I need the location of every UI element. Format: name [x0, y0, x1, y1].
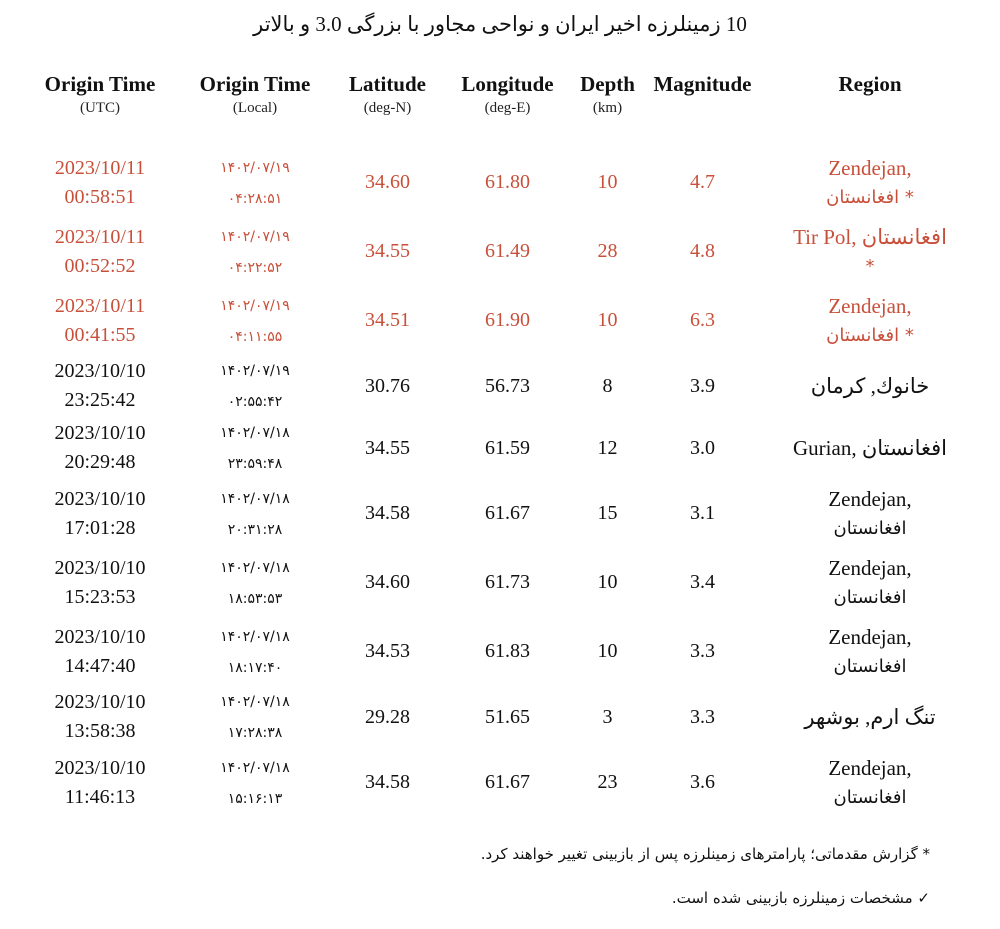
header-latitude: Latitude (deg-N) — [348, 72, 426, 116]
longitude-cell: 61.67 — [485, 502, 530, 524]
table-row — [20, 217, 980, 286]
header-origin-time-local: Origin Time (Local) — [199, 72, 311, 116]
region-cell: Zendejan, افغانستان — [828, 486, 912, 539]
magnitude-cell: 3.3 — [690, 640, 715, 662]
latitude-cell: 29.28 — [365, 705, 410, 728]
depth-cell: 8 — [602, 374, 613, 397]
longitude-cell: 56.73 — [485, 374, 530, 397]
depth-cell: 10 — [597, 571, 618, 593]
table-row — [20, 286, 980, 355]
depth-cell: 3 — [602, 705, 613, 728]
latitude-cell: 34.55 — [365, 436, 410, 459]
magnitude-cell: 3.9 — [690, 374, 715, 397]
table-row — [20, 355, 980, 417]
depth-cell: 10 — [597, 309, 618, 331]
table-row — [20, 148, 980, 217]
longitude-cell: 61.80 — [485, 171, 530, 193]
magnitude-cell: 6.3 — [690, 309, 715, 331]
local-time-cell: ۱۴۰۲/۰۷/۱۹ ۰۴:۲۸:۵۱ — [220, 159, 290, 207]
table-row — [20, 548, 980, 617]
latitude-cell: 34.60 — [365, 571, 410, 593]
table-header-row — [20, 72, 980, 148]
utc-time-cell: 2023/10/11 00:52:52 — [54, 225, 146, 277]
longitude-cell: 61.49 — [485, 240, 530, 262]
magnitude-cell: 3.3 — [690, 705, 715, 728]
depth-cell: 12 — [597, 436, 618, 459]
longitude-cell: 61.67 — [485, 771, 530, 793]
depth-cell: 28 — [597, 240, 618, 262]
region-cell: Gurian, افغانستان — [793, 435, 947, 460]
latitude-cell: 34.60 — [365, 171, 410, 193]
page-title: 10 زمینلرزه اخیر ایران و نواحی مجاور با بزرگی 3.0 و بالاتر — [253, 12, 747, 36]
region-cell: Zendejan, افغانستان — [828, 624, 912, 677]
local-time-cell: ۱۴۰۲/۰۷/۱۹ ۰۴:۱۱:۵۵ — [220, 297, 290, 345]
header-depth: Depth (km) — [580, 72, 635, 116]
local-time-cell: ۱۴۰۲/۰۷/۱۹ ۰۲:۵۵:۴۲ — [220, 363, 290, 410]
latitude-cell: 34.51 — [365, 309, 410, 331]
header-region: Region — [838, 72, 902, 96]
latitude-cell: 34.58 — [365, 771, 410, 793]
local-time-cell: ۱۴۰۲/۰۷/۱۸ ۱۸:۵۳:۵۳ — [220, 559, 290, 607]
depth-cell: 10 — [597, 640, 618, 662]
utc-time-cell: 2023/10/10 15:23:53 — [54, 556, 146, 608]
utc-time-cell: 2023/10/10 23:25:42 — [54, 360, 146, 411]
depth-cell: 15 — [597, 502, 618, 524]
latitude-cell: 30.76 — [365, 374, 410, 397]
magnitude-cell: 3.4 — [690, 571, 715, 593]
local-time-cell: ۱۴۰۲/۰۷/۱۸ ۲۳:۵۹:۴۸ — [220, 425, 290, 472]
header-longitude: Longitude (deg-E) — [461, 72, 554, 116]
table-row — [20, 417, 980, 479]
preliminary-note: * گزارش مقدماتی؛ پارامترهای زمینلرزه پس از بازبینی تغییر خواهند کرد. — [480, 845, 930, 863]
earthquake-table — [20, 72, 980, 817]
longitude-cell: 61.90 — [485, 309, 530, 331]
latitude-cell: 34.53 — [365, 640, 410, 662]
table-row — [20, 686, 980, 748]
utc-time-cell: 2023/10/10 17:01:28 — [54, 487, 146, 539]
region-cell: Zendejan, افغانستان — [828, 755, 912, 808]
region-cell: تنگ ارم, بوشهر — [804, 704, 936, 729]
region-cell: Zendejan, * افغانستان — [826, 155, 914, 208]
region-cell: Zendejan, افغانستان — [828, 555, 912, 608]
depth-cell: 10 — [597, 171, 618, 193]
region-cell: Zendejan, * افغانستان — [826, 293, 914, 346]
magnitude-cell: 3.1 — [690, 502, 715, 524]
magnitude-cell: 3.6 — [690, 771, 715, 793]
longitude-cell: 61.73 — [485, 571, 530, 593]
utc-time-cell: 2023/10/11 00:58:51 — [54, 156, 146, 208]
local-time-cell: ۱۴۰۲/۰۷/۱۸ ۱۷:۲۸:۳۸ — [220, 694, 290, 741]
local-time-cell: ۱۴۰۲/۰۷/۱۸ ۱۸:۱۷:۴۰ — [220, 628, 290, 676]
utc-time-cell: 2023/10/10 11:46:13 — [54, 756, 146, 808]
magnitude-cell: 3.0 — [690, 436, 715, 459]
header-origin-time-utc: Origin Time (UTC) — [44, 72, 156, 116]
longitude-cell: 61.59 — [485, 436, 530, 459]
table-row — [20, 617, 980, 686]
table-row — [20, 748, 980, 817]
local-time-cell: ۱۴۰۲/۰۷/۱۸ ۲۰:۳۱:۲۸ — [220, 490, 290, 538]
utc-time-cell: 2023/10/10 20:29:48 — [54, 422, 146, 473]
latitude-cell: 34.58 — [365, 502, 410, 524]
header-magnitude: Magnitude — [653, 72, 752, 96]
magnitude-cell: 4.8 — [690, 240, 715, 262]
longitude-cell: 61.83 — [485, 640, 530, 662]
local-time-cell: ۱۴۰۲/۰۷/۱۸ ۱۵:۱۶:۱۳ — [220, 759, 290, 807]
local-time-cell: ۱۴۰۲/۰۷/۱۹ ۰۴:۲۲:۵۲ — [220, 228, 290, 276]
magnitude-cell: 4.7 — [690, 171, 715, 193]
utc-time-cell: 2023/10/11 00:41:55 — [54, 294, 146, 346]
region-cell: خانوك, كرمان — [810, 373, 930, 398]
region-cell: Tir Pol, افغانستان * — [793, 224, 947, 277]
depth-cell: 23 — [597, 771, 618, 793]
reviewed-note: ✓ مشخصات زمینلرزه بازبینی شده است. — [671, 889, 930, 907]
longitude-cell: 51.65 — [485, 705, 530, 728]
utc-time-cell: 2023/10/10 13:58:38 — [54, 691, 146, 742]
latitude-cell: 34.55 — [365, 240, 410, 262]
table-row — [20, 479, 980, 548]
utc-time-cell: 2023/10/10 14:47:40 — [54, 625, 146, 677]
